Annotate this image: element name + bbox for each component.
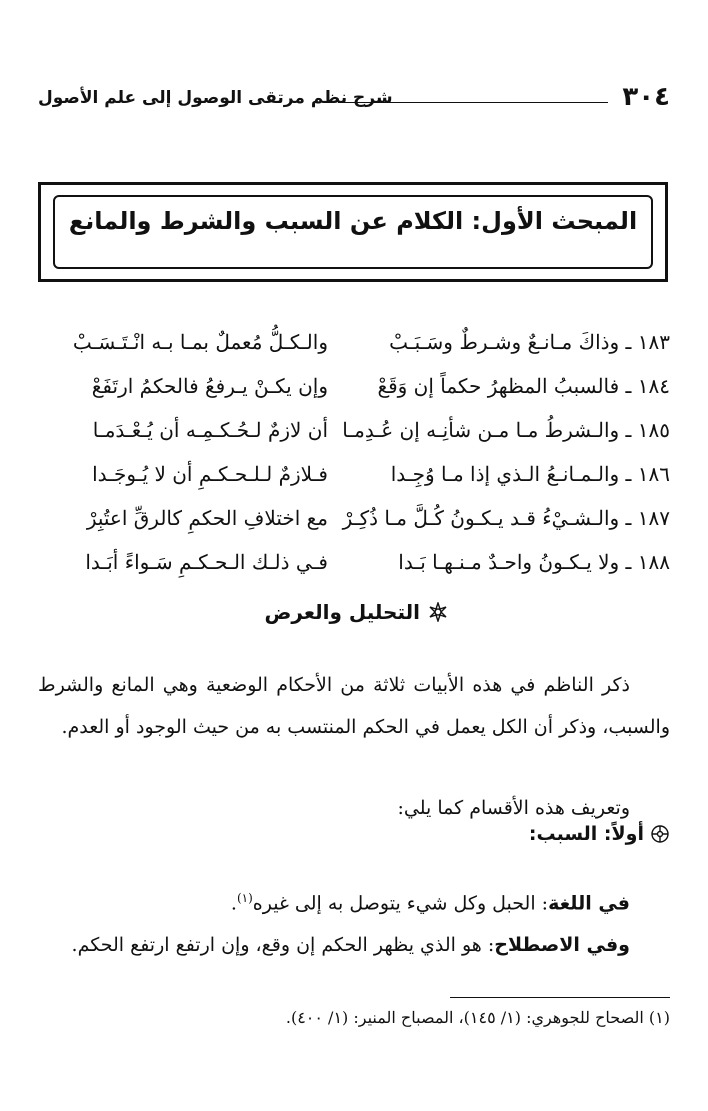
first-heading xyxy=(529,823,670,845)
flower-bullet-icon xyxy=(650,824,670,844)
verse-188 xyxy=(38,550,670,594)
verse-first-half: ١٨٤ ـ فالسببُ المظهرُ حكماً إن وَقَعْ xyxy=(377,374,670,398)
definition-term xyxy=(38,924,670,966)
verse-first-half: ١٨٦ ـ والـمـانـعُ الـذي إذا مـا وُجِـدا xyxy=(390,462,670,486)
paragraph-definitions-intro: وتعريف هذه الأقسام كما يلي: xyxy=(397,797,630,819)
section-title-frame xyxy=(38,182,668,282)
definition-language-end: . xyxy=(230,892,237,915)
verse-first-half: ١٨٨ ـ ولا يـكـونُ واحـدٌ مـنـهـا بَـدا xyxy=(398,550,670,574)
running-header xyxy=(38,82,670,112)
verse-first-half: ١٨٧ ـ والـشـيْءُ قـد يـكـونُ كُـلَّ مـا ذُكِـرْ xyxy=(342,506,670,530)
first-heading-text: أولاً: السبب: xyxy=(528,823,644,845)
paragraph-intro: ذكر الناظم في هذه الأبيات ثلاثة من الأحكام الوضعية وهي المانع والشرط والسبب، وذكر أن الكل يعمل في الحكم المنتسب به من حيث الوجود أو العدم. xyxy=(38,674,670,738)
book-title: شرح نظم مرتقى الوصول إلى علم الأصول xyxy=(38,88,393,108)
verse-second-half: أن لازمٌ لـحُـكـمِـه أن يُـعْـدَمـا xyxy=(92,418,328,442)
definition-language-text: : الحبل وكل شيء يتوصل به إلى غيره xyxy=(252,892,549,915)
page-number: ٣٠٤ xyxy=(622,82,670,112)
verse-186 xyxy=(38,462,670,506)
footnote-rule xyxy=(450,997,670,998)
verse-second-half: مع اختلافِ الحكمِ كالرقِّ اعتُبِرْ xyxy=(86,506,328,530)
definition-term-label: وفي الاصطلاح xyxy=(494,934,630,956)
verses xyxy=(38,330,670,594)
definition-language xyxy=(38,877,630,924)
verse-first-half: ١٨٥ ـ والـشرطُ مـا مـن شأنِـه إن عُـدِمـا xyxy=(342,418,670,442)
verse-184 xyxy=(38,374,670,418)
section-title: المبحث الأول: الكلام عن السبب والشرط والمانع xyxy=(68,207,638,235)
verse-187 xyxy=(38,506,670,550)
verse-second-half: فـلازمٌ لـلـحـكـمِ أن لا يُـوجَـدا xyxy=(92,462,328,486)
analysis-heading-text: التحليل والعرض xyxy=(264,600,420,624)
verse-first-half: ١٨٣ ـ وذاكَ مـانـعٌ وشـرطٌ وسَـبَـبْ xyxy=(389,330,670,354)
footnote: (١) الصحاح للجوهري: (١/ ١٤٥)، المصباح المنير: (١/ ٤٠٠). xyxy=(285,1008,670,1027)
verse-second-half: والـكـلُّ مُعملٌ بمـا بـه انْـتَـسَـبْ xyxy=(72,330,328,354)
definition-language-label: في اللغة xyxy=(548,892,630,915)
definition-term-text: : هو الذي يظهر الحكم إن وقع، وإن ارتفع ارتفع الحكم. xyxy=(71,934,495,956)
ornament-icon xyxy=(428,602,448,622)
verse-second-half: وإن يكـنْ يـرفعُ فالحكمُ ارتَفَعْ xyxy=(91,374,328,398)
verse-185 xyxy=(38,418,670,462)
verse-second-half: فـي ذلـك الـحـكـمِ سَـواءً أبَـدا xyxy=(85,550,328,574)
analysis-heading xyxy=(264,600,448,624)
footnote-ref[interactable]: (١) xyxy=(236,891,253,905)
verse-183 xyxy=(38,330,670,374)
